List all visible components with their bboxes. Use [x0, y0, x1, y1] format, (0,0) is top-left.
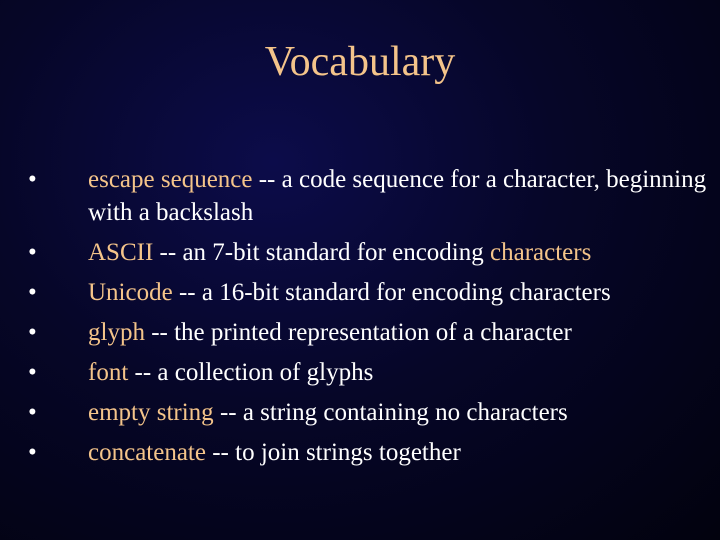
- bullet-icon: •: [28, 359, 37, 386]
- list-item: [28, 433, 708, 473]
- definition-font: -- a collection of glyphs: [128, 359, 374, 386]
- term-escape-sequence: escape sequence: [88, 166, 253, 193]
- list-item: [28, 313, 708, 353]
- list-item: [28, 163, 708, 229]
- definition-escape-sequence: -- a code sequence for a character, beginning with a backslash: [88, 166, 707, 226]
- term-font: font: [88, 359, 129, 386]
- list-item: [28, 353, 708, 393]
- definition-glyph: -- the printed representation of a character: [144, 319, 572, 346]
- list-item: [28, 273, 708, 313]
- bullet-icon: •: [28, 399, 37, 426]
- slide-title: Vocabulary: [264, 39, 456, 85]
- term-ascii: ASCII: [88, 239, 154, 266]
- bullet-icon: •: [28, 439, 37, 466]
- bullet-icon: •: [28, 166, 37, 193]
- definition-concatenate: -- to join strings together: [205, 439, 461, 466]
- term-unicode: Unicode: [88, 279, 173, 306]
- term-empty-string: empty string: [88, 399, 214, 426]
- list-item: [28, 233, 708, 273]
- term-concatenate: concatenate: [88, 439, 206, 466]
- definition-ascii: -- an 7-bit standard for encoding: [153, 239, 490, 266]
- definition-unicode: -- a 16-bit standard for encoding characters: [172, 279, 611, 306]
- vocabulary-list: [28, 163, 708, 473]
- definition-empty-string: -- a string containing no characters: [213, 399, 568, 426]
- bullet-icon: •: [28, 279, 37, 306]
- term-glyph: glyph: [88, 319, 145, 346]
- bullet-icon: •: [28, 239, 37, 266]
- bullet-icon: •: [28, 319, 37, 346]
- list-item: [28, 393, 708, 433]
- term-characters: characters: [490, 239, 592, 266]
